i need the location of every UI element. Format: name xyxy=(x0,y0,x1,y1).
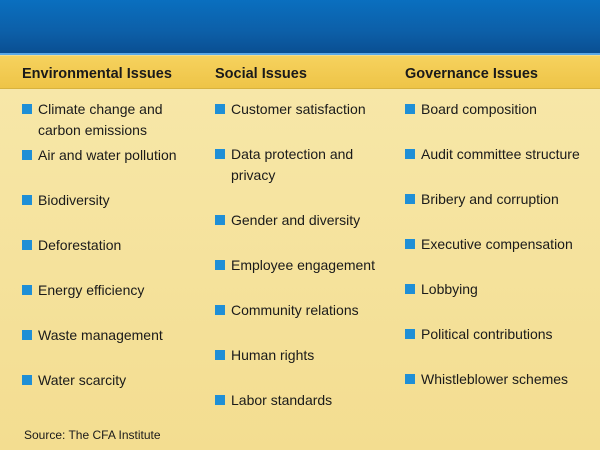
governance-list xyxy=(405,99,595,390)
column-heading-environmental: Environmental Issues xyxy=(22,66,172,82)
square-bullet-icon xyxy=(215,104,225,114)
list-item: Energy efficiency xyxy=(22,280,197,301)
list-item: Employee engagement xyxy=(215,255,395,276)
list-item: Gender and diversity xyxy=(215,210,395,231)
square-bullet-icon xyxy=(215,260,225,270)
column-heading-governance: Governance Issues xyxy=(405,66,538,82)
square-bullet-icon xyxy=(405,149,415,159)
square-bullet-icon xyxy=(405,374,415,384)
list-item: Audit committee structure xyxy=(405,144,595,165)
square-bullet-icon xyxy=(22,240,32,250)
square-bullet-icon xyxy=(215,305,225,315)
square-bullet-icon xyxy=(405,329,415,339)
square-bullet-icon xyxy=(22,285,32,295)
square-bullet-icon xyxy=(22,150,32,160)
square-bullet-icon xyxy=(22,375,32,385)
top-banner xyxy=(0,0,600,55)
list-item: Board composition xyxy=(405,99,595,120)
list-item: Bribery and corruption xyxy=(405,189,595,210)
square-bullet-icon xyxy=(405,194,415,204)
list-item: Labor standards xyxy=(215,390,395,411)
list-item: Community relations xyxy=(215,300,395,321)
list-item: Waste management xyxy=(22,325,197,346)
square-bullet-icon xyxy=(215,395,225,405)
square-bullet-icon xyxy=(22,195,32,205)
list-item: Human rights xyxy=(215,345,395,366)
square-bullet-icon xyxy=(405,104,415,114)
list-item: Data protection and privacy xyxy=(215,144,395,186)
square-bullet-icon xyxy=(405,239,415,249)
list-item: Whistleblower schemes xyxy=(405,369,595,390)
list-item: Biodiversity xyxy=(22,190,197,211)
social-list xyxy=(215,99,395,411)
environmental-list xyxy=(22,99,197,391)
list-item: Water scarcity xyxy=(22,370,197,391)
square-bullet-icon xyxy=(22,330,32,340)
list-item: Climate change and carbon emissions xyxy=(22,99,197,141)
list-item: Air and water pollution xyxy=(22,145,197,166)
column-heading-social: Social Issues xyxy=(215,66,307,82)
list-item: Executive compensation xyxy=(405,234,595,255)
list-item: Lobbying xyxy=(405,279,595,300)
square-bullet-icon xyxy=(405,284,415,294)
square-bullet-icon xyxy=(22,104,32,114)
square-bullet-icon xyxy=(215,215,225,225)
list-item: Political contributions xyxy=(405,324,595,345)
square-bullet-icon xyxy=(215,149,225,159)
source-caption: Source: The CFA Institute xyxy=(24,428,161,442)
list-item: Deforestation xyxy=(22,235,197,256)
list-item: Customer satisfaction xyxy=(215,99,395,120)
column-header-row xyxy=(0,56,600,89)
square-bullet-icon xyxy=(215,350,225,360)
